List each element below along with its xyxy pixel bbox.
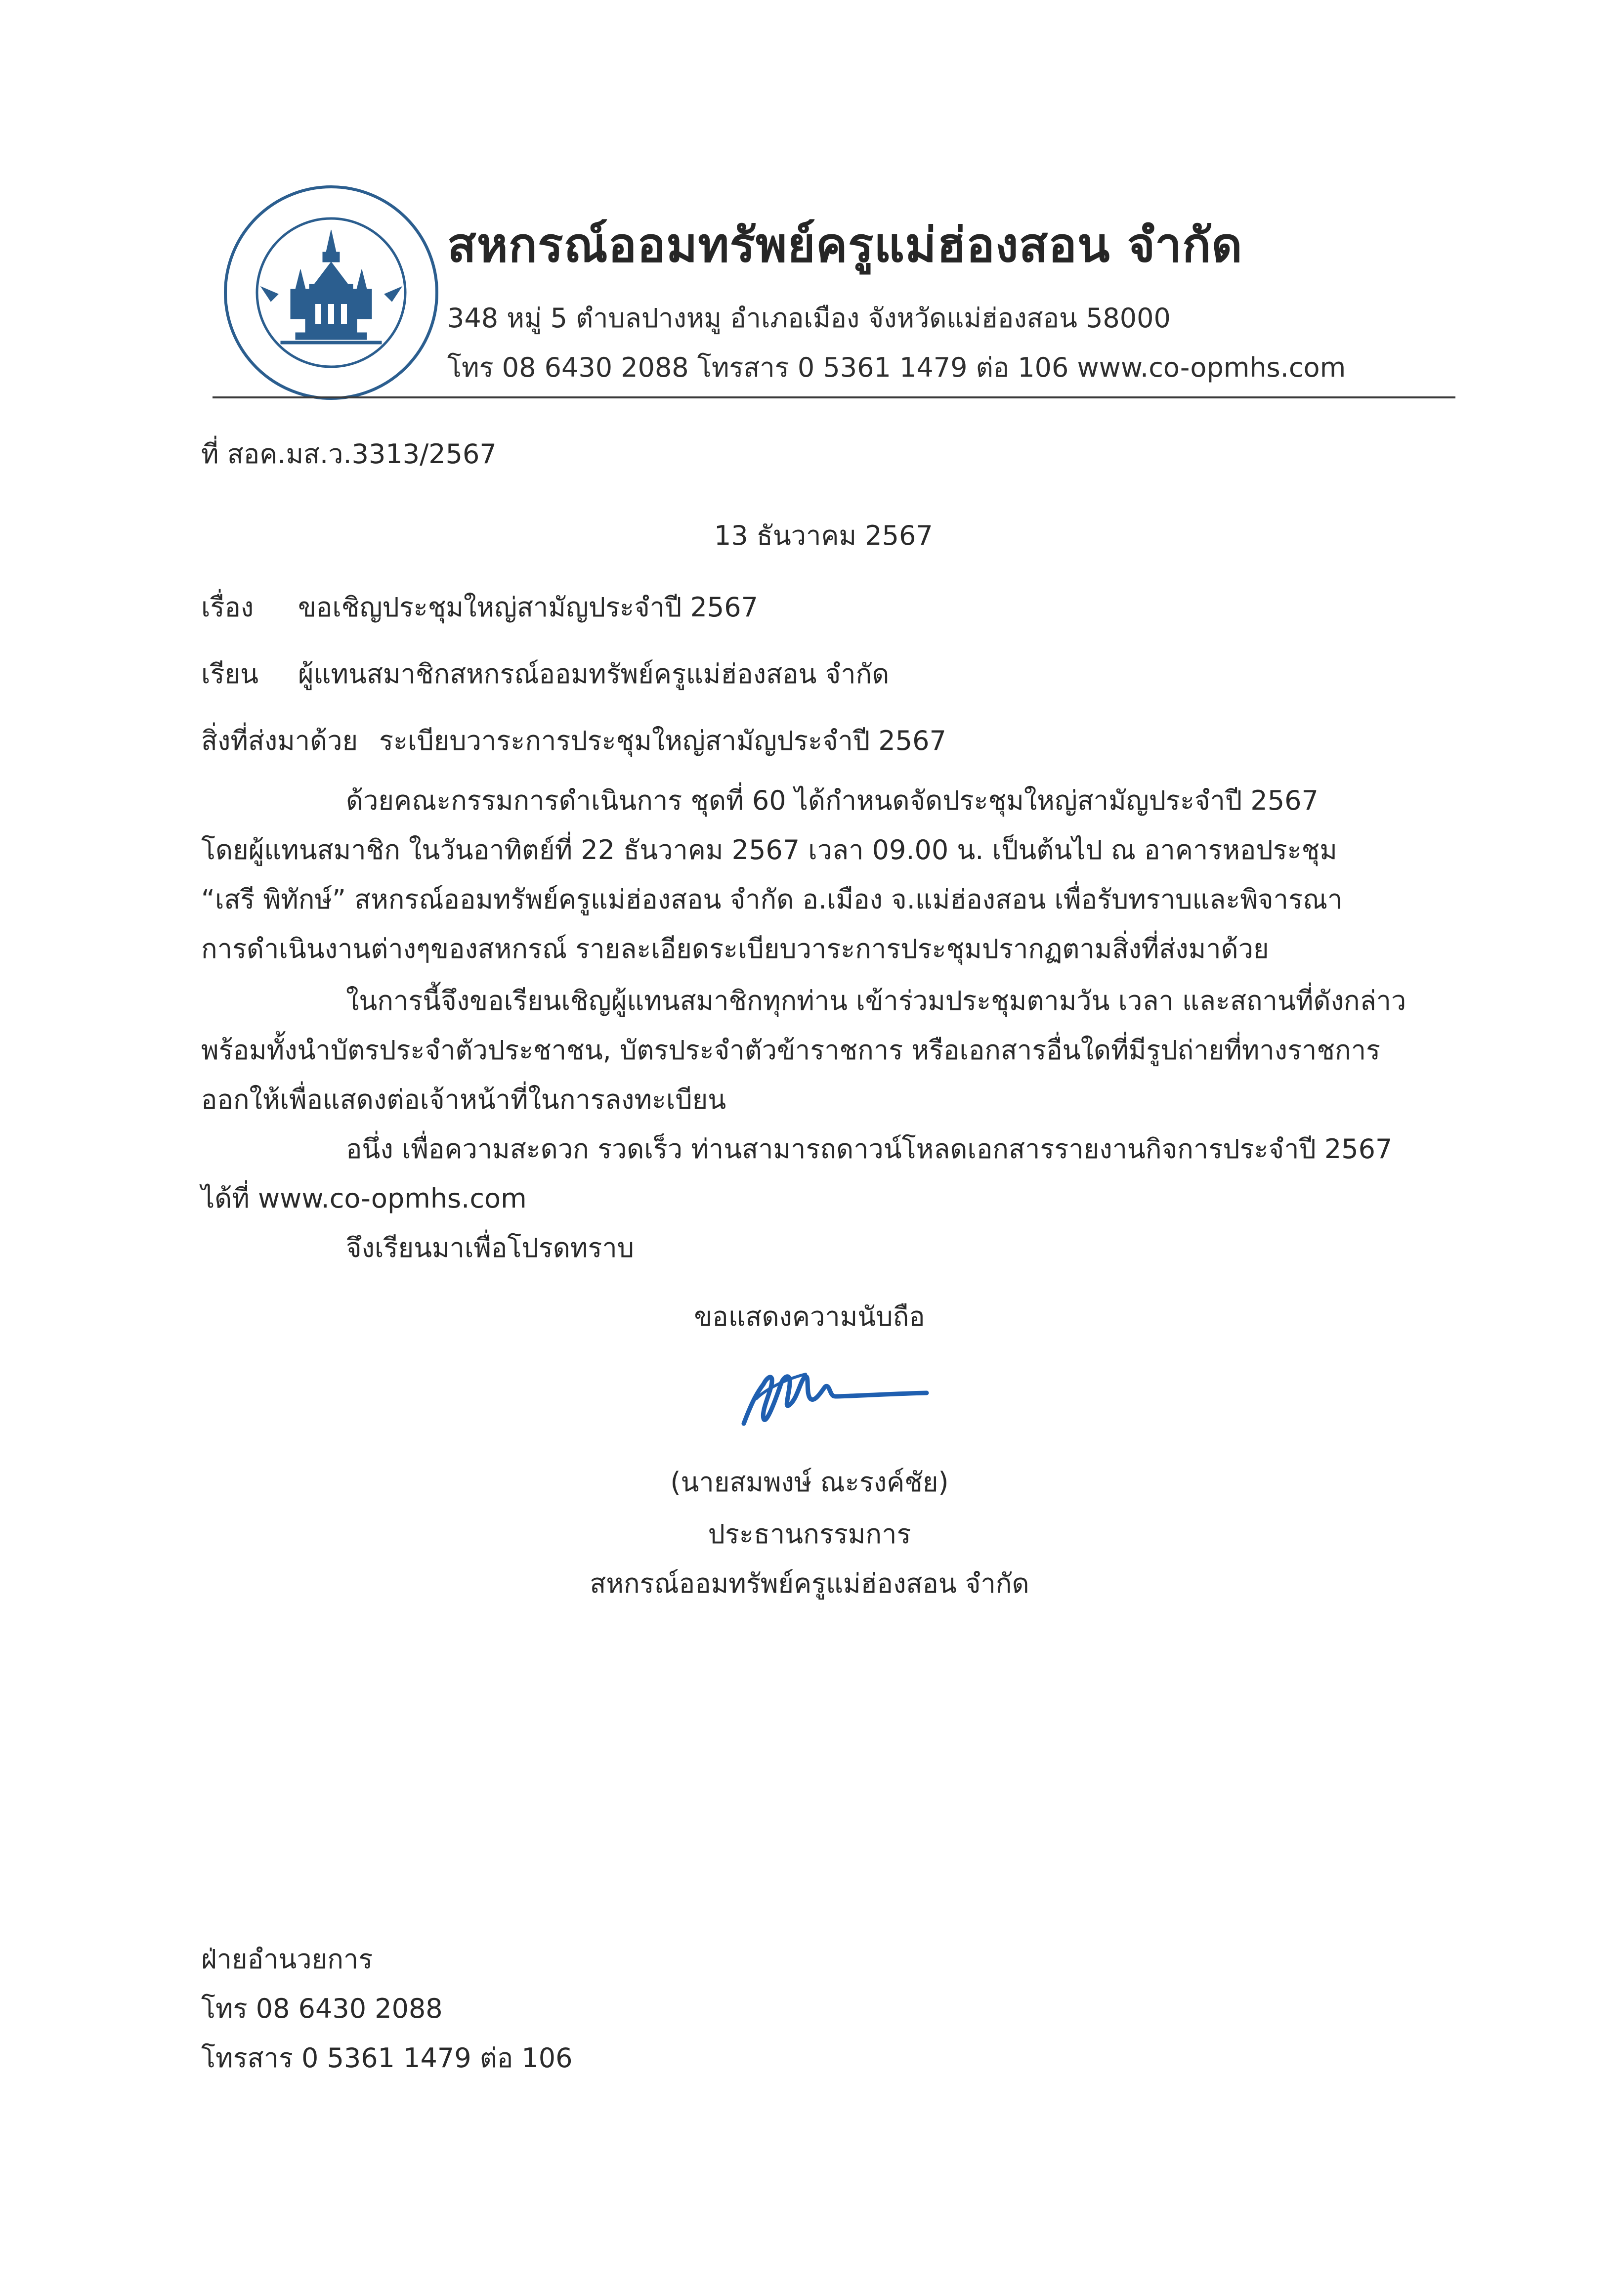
organization-address: 348 หมู่ 5 ตำบลปางหมู อำเภอเมือง จังหวัดแม่ฮ่องสอน 58000 — [447, 303, 1171, 334]
paragraph-1-line-4: การดำเนินงานต่างๆของสหกรณ์ รายละเอียดระเบียบวาระการประชุมปรากฏตามสิ่งที่ส่งมาด้วย — [201, 933, 1269, 964]
paragraph-2-line-1: ในการนี้จึงขอเรียนเชิญผู้แทนสมาชิกทุกท่าน เข้าร่วมประชุมตามวัน เวลา และสถานที่ดังกล่าว — [346, 985, 1406, 1016]
header-divider — [213, 396, 1455, 398]
subject-text: ขอเชิญประชุมใหญ่สามัญประจำปี 2567 — [298, 592, 758, 623]
recipient-label: เรียน — [201, 658, 259, 690]
paragraph-2-line-2: พร้อมทั้งนำบัตรประจำตัวประชาชน, บัตรประจำตัวข้าราชการ หรือเอกสารอื่นใดที่มีรูปถ่ายที่ทางราชการ — [201, 1035, 1381, 1066]
recipient-text: ผู้แทนสมาชิกสหกรณ์ออมทรัพย์ครูแม่ฮ่องสอน จำกัด — [298, 658, 890, 690]
subject-row — [201, 586, 758, 628]
paragraph-3-line-2: ได้ที่ www.co-opmhs.com — [201, 1183, 527, 1214]
signer-title: ประธานกรรมการ — [708, 1518, 911, 1550]
paragraph-1-line-3: “เสรี พิทักษ์” สหกรณ์ออมทรัพย์ครูแม่ฮ่องสอน จำกัด อ.เมือง จ.แม่ฮ่องสอน เพื่อรับทราบและพิจารณา — [201, 884, 1343, 915]
enclosure-row — [201, 719, 946, 762]
footer-department: ฝ่ายอำนวยการ — [201, 1944, 373, 1975]
paragraph-1-line-1: ด้วยคณะกรรมการดำเนินการ ชุดที่ 60 ได้กำหนดจัดประชุมใหญ่สามัญประจำปี 2567 — [346, 785, 1319, 816]
organization-name: สหกรณ์ออมทรัพย์ครูแม่ฮ่องสอน จำกัด — [447, 217, 1243, 273]
regards-text: ขอแสดงความนับถือ — [694, 1301, 925, 1332]
recipient-row — [201, 652, 890, 695]
reference-number: ที่ สอค.มส.ว.3313/2567 — [201, 438, 497, 470]
handwritten-signature — [736, 1349, 934, 1438]
letter-date: 13 ธันวาคม 2567 — [714, 520, 933, 551]
cooperative-seal-logo — [221, 183, 441, 403]
enclosure-label: สิ่งที่ส่งมาด้วย — [201, 725, 358, 756]
signer-name: (นายสมพงษ์ ณะรงค์ชัย) — [670, 1467, 949, 1498]
footer-fax: โทรสาร 0 5361 1479 ต่อ 106 — [201, 2042, 573, 2074]
paragraph-1-line-2: โดยผู้แทนสมาชิก ในวันอาทิตย์ที่ 22 ธันวาคม 2567 เวลา 09.00 น. เป็นต้นไป ณ อาคารหอประชุม — [201, 834, 1337, 866]
subject-label: เรื่อง — [201, 592, 254, 623]
paragraph-3-line-1: อนึ่ง เพื่อความสะดวก รวดเร็ว ท่านสามารถดาวน์โหลดเอกสารรายงานกิจการประจำปี 2567 — [346, 1133, 1393, 1165]
footer-phone: โทร 08 6430 2088 — [201, 1993, 443, 2024]
enclosure-text: ระเบียบวาระการประชุมใหญ่สามัญประจำปี 2567 — [379, 725, 946, 756]
paragraph-2-line-3: ออกให้เพื่อแสดงต่อเจ้าหน้าที่ในการลงทะเบียน — [201, 1084, 726, 1115]
signer-organization: สหกรณ์ออมทรัพย์ครูแม่ฮ่องสอน จำกัด — [590, 1568, 1029, 1599]
organization-contact: โทร 08 6430 2088 โทรสาร 0 5361 1479 ต่อ 106 www.co-opmhs.com — [447, 352, 1346, 383]
closing-line: จึงเรียนมาเพื่อโปรดทราบ — [346, 1232, 634, 1263]
